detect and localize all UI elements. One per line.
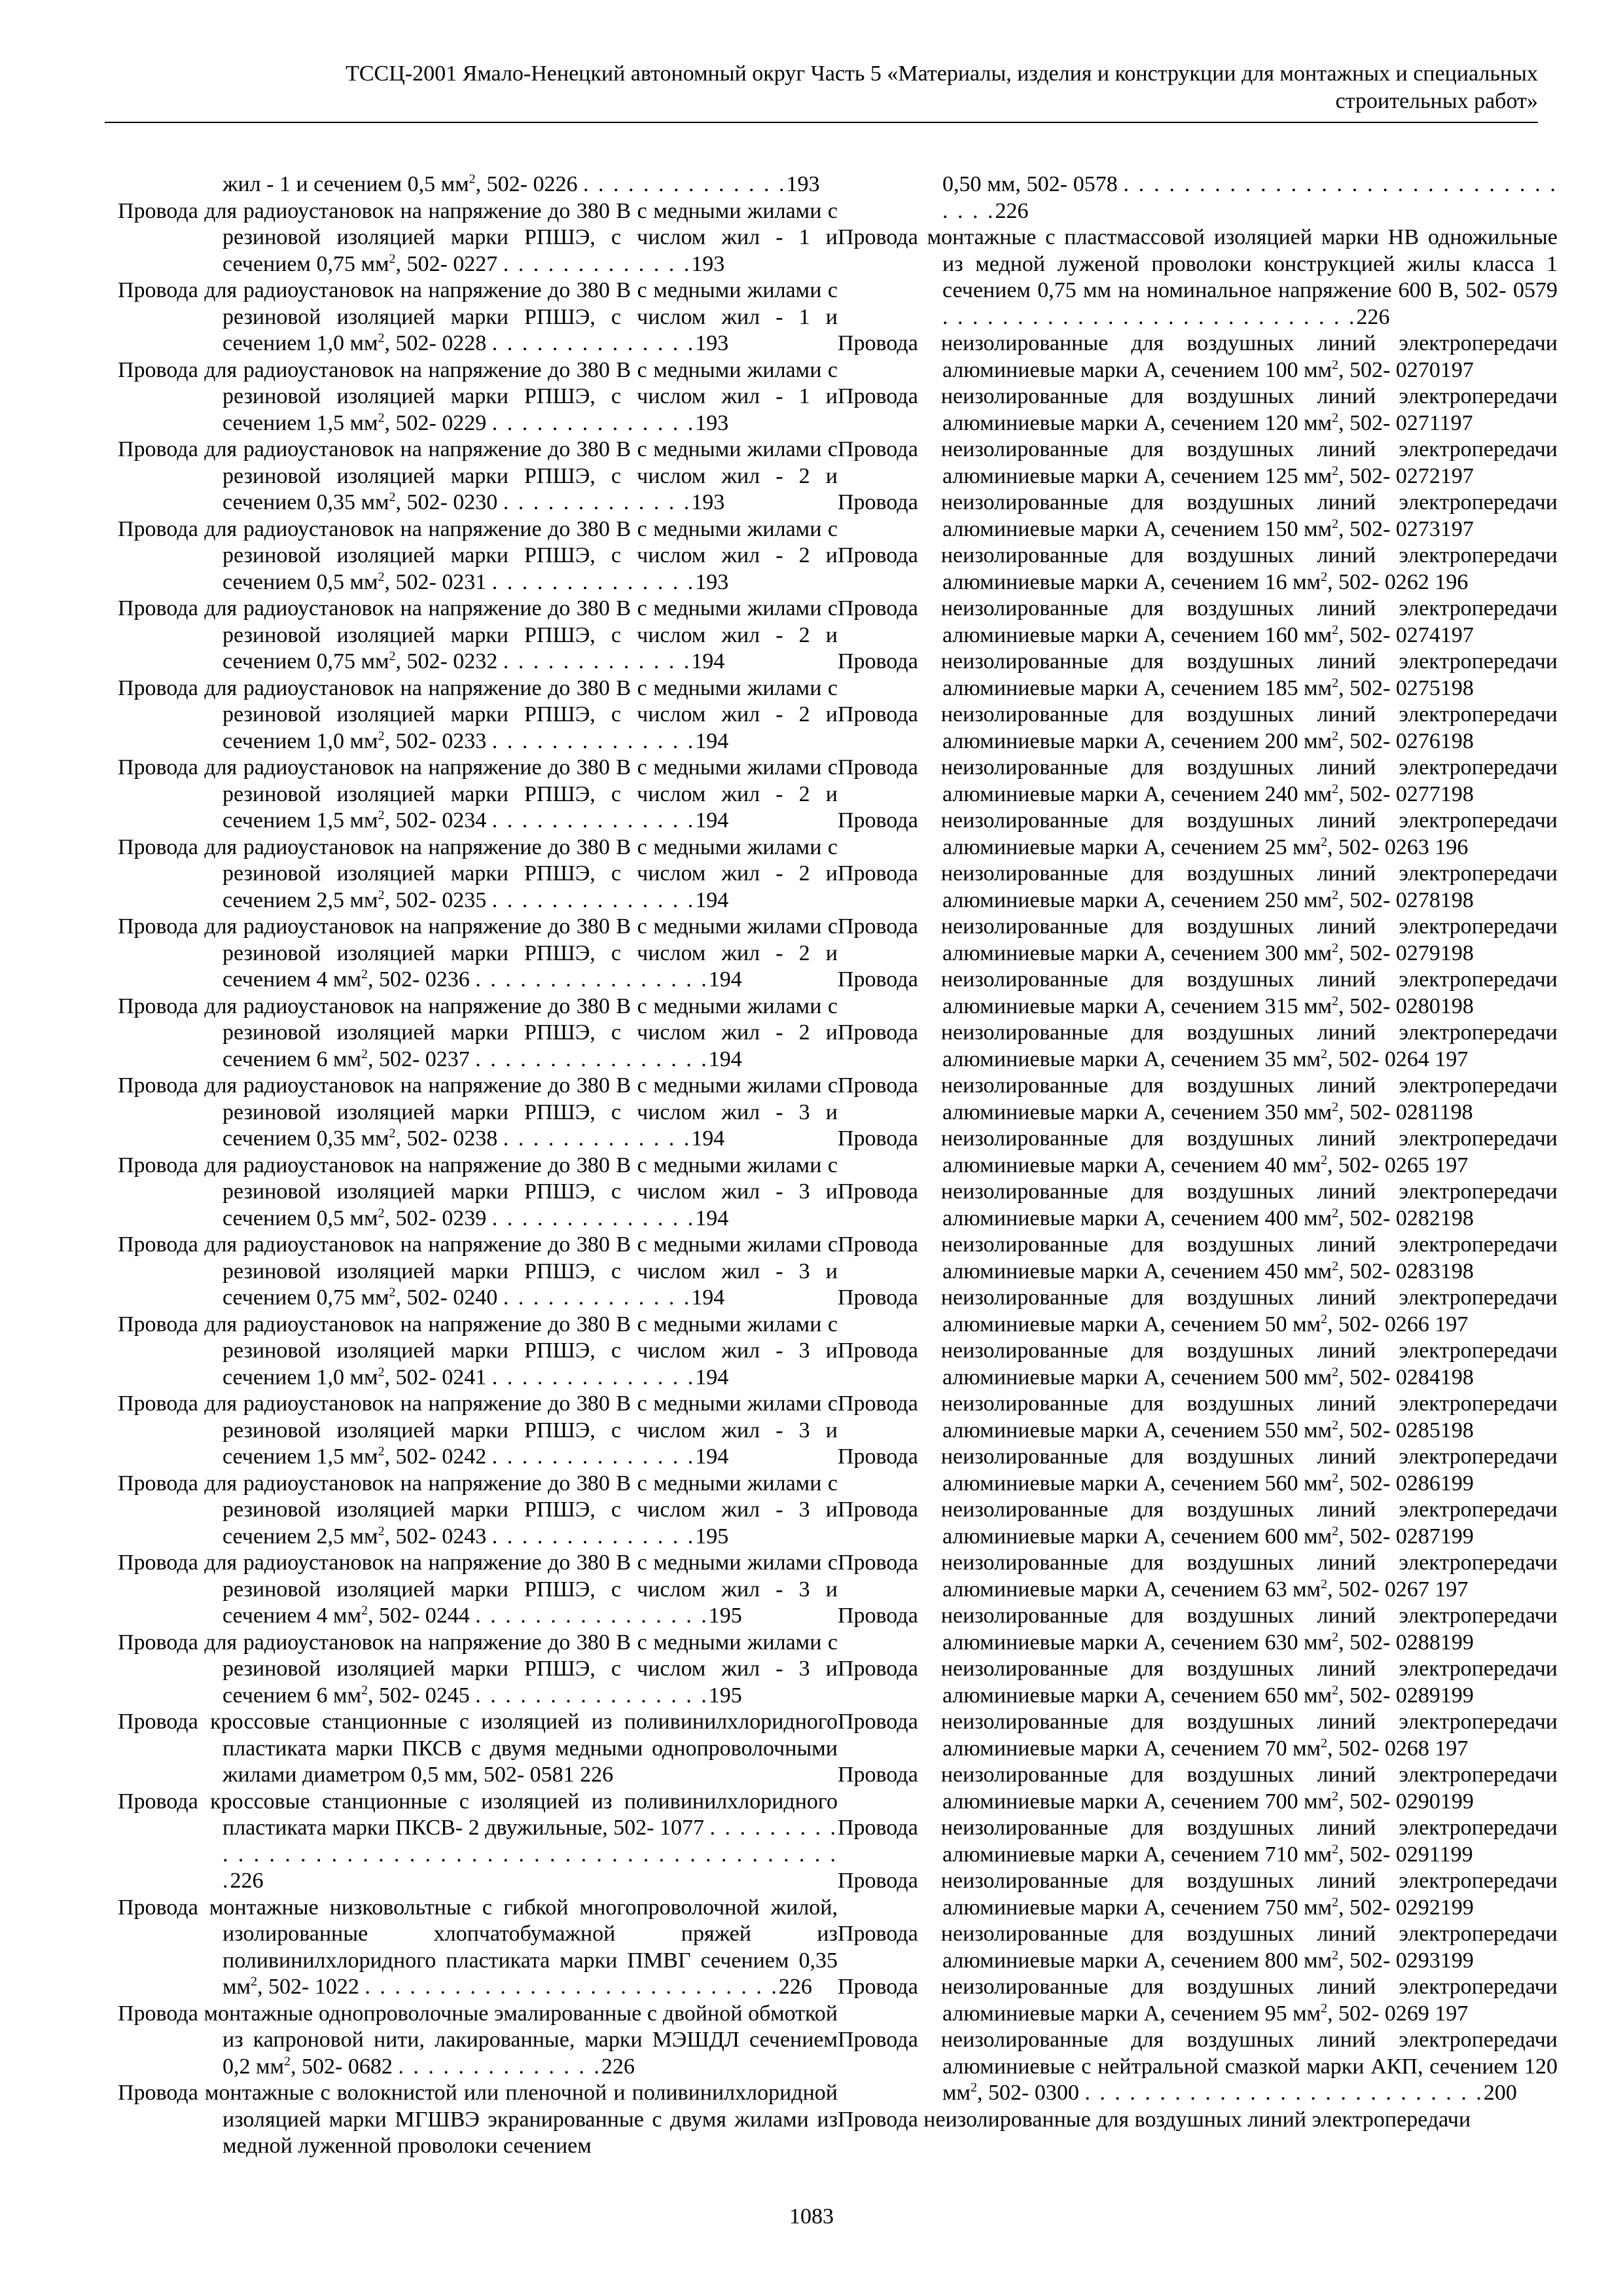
entry-page-number: 226 (230, 1869, 264, 1893)
index-entry (838, 1921, 1558, 1974)
entry-text: Провода неизолированные для воздушных линий электропередачи алюминиевые марки А, сечением 630 $мм^2$, 502- 0288199 (838, 1604, 1558, 1655)
index-entry (838, 1603, 1558, 1656)
entry-text: Провода монтажные низковольтные с гибкой многопроволочной жилой, изолированные хлопчатобумажной пряжей из поливинилхлоридного пластиката марки ПМВГ сечением 0,35 $мм^2$, 502- 1022 (118, 1895, 838, 1999)
entry-text: Провода неизолированные для воздушных линий электропередачи алюминиевые марки А, сечением 710 $мм^2$, 502- 0291199 (838, 1816, 1558, 1867)
leader-dots: . . . . . . . . . . . . . . . . (475, 1047, 709, 1071)
leader-dots: . . . . . . . . . . . . . . (491, 1365, 696, 1390)
index-entry (838, 755, 1558, 808)
index-entry (118, 1153, 838, 1232)
entry-page-number: 195 (695, 1524, 729, 1549)
leader-dots: . . . . . . . . . . . . . (503, 649, 692, 673)
entry-text: Провода неизолированные для воздушных линий электропередачи алюминиевые марки А, сечением 70 $мм^2$, 502- 0268 197 (838, 1710, 1558, 1761)
entry-text: Провода неизолированные для воздушных линий электропередачи алюминиевые марки А, сечением 300 $мм^2$, 502- 0279198 (838, 914, 1558, 965)
index-column-left (118, 171, 838, 2160)
entry-text: Провода для радиоустановок на напряжение до 380 В с медными жилами с резиновой изоляцией марки РПШЭ, с числом жил - 2 и сечением 4 $мм^2$, 502- 0236 (118, 914, 838, 992)
leader-dots: . . . . . . . . . . . . . . . . (475, 1604, 709, 1628)
index-entry (838, 331, 1558, 384)
entry-text: Провода для радиоустановок на напряжение до 380 В с медными жилами с резиновой изоляцией марки РПШЭ, с числом жил - 2 и сечением 2,5 $мм^2$, 502- 0235 (118, 834, 838, 912)
index-entry (118, 1709, 838, 1789)
entry-text: Провода неизолированные для воздушных линий электропередачи алюминиевые марки А, сечением 560 $мм^2$, 502- 0286199 (838, 1444, 1558, 1496)
index-entry (118, 2080, 838, 2160)
entry-text: Провода неизолированные для воздушных линий электропередачи алюминиевые марки А, сечением 50 $мм^2$, 502- 0266 197 (838, 1285, 1558, 1336)
leader-dots: . . . . . . . . . . . . . . (491, 569, 696, 594)
leader-dots: . . . . . . . . . . . . . . . . . . . . . . . . . . . (1084, 2081, 1484, 2105)
entry-text: Провода монтажные с волокнистой или пленочной и поливинилхлоридной изоляцией марки МГШВЭ экранированные с двумя жилами из медной луженной проволоки сечением (118, 2081, 838, 2158)
index-entry (118, 914, 838, 994)
entry-text: Провода для радиоустановок на напряжение до 380 В с медными жилами с резиновой изоляцией марки РПШЭ, с числом жил - 2 и сечением 0,5 $мм^2$, 502- 0231 (118, 516, 838, 594)
entry-page-number: 194 (695, 888, 729, 912)
leader-dots: . . . . . . . . . . . . . . (491, 728, 696, 753)
index-entry (838, 808, 1558, 861)
entry-text: Провода для радиоустановок на напряжение до 380 В с медными жилами с резиновой изоляцией марки РПШЭ, с числом жил - 3 и сечением 1,5 $мм^2$, 502- 0242 (118, 1391, 838, 1469)
entry-text: Провода неизолированные для воздушных линий электропередачи алюминиевые марки А, сечением 750 $мм^2$, 502- 0292199 (838, 1869, 1558, 1920)
header-rule (105, 122, 1538, 123)
index-entry (838, 1762, 1558, 1815)
entry-text: Провода для радиоустановок на напряжение до 380 В с медными жилами с резиновой изоляцией марки РПШЭ, с числом жил - 1 и сечением 1,5 $мм^2$, 502- 0229 (118, 357, 838, 435)
entry-page-number: 194 (695, 1444, 729, 1469)
entry-page-number: 195 (708, 1683, 742, 1708)
leader-dots: . . . . . . . . . . . . . . (491, 808, 696, 833)
index-entry (838, 861, 1558, 914)
index-entry (838, 2027, 1558, 2107)
entry-page-number: 195 (708, 1604, 742, 1628)
index-entry (838, 1232, 1558, 1285)
entry-page-number: 194 (695, 808, 729, 833)
leader-dots: . . . . . . . . . . . . . . (491, 1524, 696, 1549)
entry-text: Провода неизолированные для воздушных линий электропередачи алюминиевые марки А, сечением 40 $мм^2$, 502- 0265 197 (838, 1126, 1558, 1177)
index-column-right (838, 171, 1558, 2133)
entry-text: Провода неизолированные для воздушных линий электропередачи алюминиевые марки А, сечением 25 $мм^2$, 502- 0263 196 (838, 808, 1558, 859)
leader-dots: . . . . . . . . . . . . . . (491, 1444, 696, 1469)
entry-text: Провода для радиоустановок на напряжение до 380 В с медными жилами с резиновой изоляцией марки РПШЭ, с числом жил - 3 и сечением 0,75 $мм^2$, 502- 0240 (118, 1232, 838, 1310)
entry-page-number: 193 (691, 490, 725, 514)
index-entry (118, 994, 838, 1073)
page-number: 1083 (789, 2204, 834, 2229)
entry-text: Провода неизолированные для воздушных линий электропередачи алюминиевые марки А, сечением 100 $мм^2$, 502- 0270197 (838, 331, 1558, 382)
leader-dots: . . . . . . . . . . . . . (503, 251, 692, 276)
entry-text: Провода неизолированные для воздушных линий электропередачи алюминиевые марки А, сечением 450 $мм^2$, 502- 0283198 (838, 1232, 1558, 1283)
index-entry (838, 649, 1558, 702)
leader-dots: . . . . . . . . . . . . . . . . . . . . . . . . . . . . . . . . . (942, 172, 1558, 223)
header-line-1: ТССЦ-2001 Ямало-Ненецкий автономный округ Часть 5 «Материалы, изделия и конструкции для монтажных и специальных (346, 62, 1538, 86)
leader-dots: . . . . . . . . . . . . . (503, 1126, 692, 1151)
entry-page-number: 193 (695, 331, 729, 355)
entry-page-number: 193 (786, 172, 820, 196)
index-entry (838, 1709, 1558, 1762)
entry-text: Провода для радиоустановок на напряжение до 380 В с медными жилами с резиновой изоляцией марки РПШЭ, с числом жил - 3 и сечением 0,5 $мм^2$, 502- 0239 (118, 1153, 838, 1230)
index-entry (838, 543, 1558, 596)
entry-text: жил - 1 и сечением 0,5 $мм^2$, 502- 0226 (223, 171, 578, 196)
index-entry (118, 755, 838, 834)
entry-text: Провода для радиоустановок на напряжение до 380 В с медными жилами с резиновой изоляцией марки РПШЭ, с числом жил - 2 и сечением 1,5 $мм^2$, 502- 0234 (118, 755, 838, 833)
entry-text: Провода неизолированные для воздушных линий электропередачи алюминиевые марки А, сечением 125 $мм^2$, 502- 0272197 (838, 437, 1558, 488)
index-entry (838, 1126, 1558, 1179)
leader-dots: . . . . . . . . . . . . . . . . . . . . . . . . . . . . (365, 1975, 779, 1999)
index-entry (118, 1391, 838, 1471)
index-entry (838, 967, 1558, 1020)
entry-text: Провода неизолированные для воздушных линий электропередачи алюминиевые марки А, сечением 350 $мм^2$, 502- 0281198 (838, 1073, 1558, 1124)
entry-text: Провода неизолированные для воздушных линий электропередачи алюминиевые с нейтральной смазкой марки АКП, сечением 120 $мм^2$, 502- 0300 (838, 2028, 1558, 2105)
index-entry (838, 2107, 1558, 2134)
leader-dots: . . . . . . . . . . . . . (503, 1285, 692, 1310)
index-entry (118, 198, 838, 278)
index-entry (118, 357, 838, 437)
index-entry (118, 2001, 838, 2081)
index-entry (118, 1312, 838, 1391)
leader-dots: . . . . . . . . . . . . . . (398, 2054, 601, 2079)
index-entry (838, 384, 1558, 437)
entry-text: Провода неизолированные для воздушных линий электропередачи алюминиевые марки А, сечением 160 $мм^2$, 502- 0274197 (838, 596, 1558, 647)
entry-text: Провода монтажные однопроволочные эмалированные с двойной обмоткой из капроновой нити, лакированные, марки МЭШДЛ сечением 0,2 $мм^2$, 502- 0682 (118, 2001, 838, 2079)
entry-text: Провода для радиоустановок на напряжение до 380 В с медными жилами с резиновой изоляцией марки РПШЭ, с числом жил - 1 и сечением 0,75 $мм^2$, 502- 0227 (118, 198, 838, 276)
entry-text: Провода неизолированные для воздушных линий электропередачи алюминиевые марки А, сечением 250 $мм^2$, 502- 0278198 (838, 861, 1558, 912)
leader-dots: . . . . . . . . . . . . . . . . (475, 967, 709, 992)
entry-text: Провода кроссовые станционные с изоляцией из поливинилхлоридного пластиката марки ПКСВ с двумя медными однопроволочными жилами диаметром 0,5 мм, 502- 0581 226 (118, 1710, 838, 1787)
leader-dots: . . . . . . . . . . . . . . . . . . . . . . . . . . . . . . . . . . . . . . . . . . . . . . . . . . (223, 1816, 838, 1893)
entry-text: Провода неизолированные для воздушных линий электропередачи алюминиевые марки А, сечением 650 $мм^2$, 502- 0289199 (838, 1657, 1558, 1708)
header-line-2: строительных работ» (1335, 89, 1538, 113)
index-entry (118, 171, 838, 198)
index-entry (118, 1471, 838, 1551)
entry-text: Провода для радиоустановок на напряжение до 380 В с медными жилами с резиновой изоляцией марки РПШЭ, с числом жил - 3 и сечением 6 $мм^2$, 502- 0245 (118, 1630, 838, 1708)
index-entry (838, 596, 1558, 649)
index-entry (118, 516, 838, 596)
entry-text: Провода неизолированные для воздушных линий электропередачи алюминиевые марки А, сечением 16 $мм^2$, 502- 0262 196 (838, 543, 1558, 594)
entry-text: Провода неизолированные для воздушных линий электропередачи алюминиевые марки А, сечением 550 $мм^2$, 502- 0285198 (838, 1391, 1558, 1443)
index-entry (838, 1338, 1558, 1391)
index-entry (118, 278, 838, 357)
entry-page-number: 226 (601, 2054, 635, 2079)
leader-dots: . . . . . . . . . . . . . . . . . . . . . . . . . . . . (942, 304, 1357, 329)
index-entry (118, 1550, 838, 1630)
entry-text: Провода для радиоустановок на напряжение до 380 В с медными жилами с резиновой изоляцией марки РПШЭ, с числом жил - 3 и сечением 1,0 $мм^2$, 502- 0241 (118, 1312, 838, 1390)
entry-text: Провода для радиоустановок на напряжение до 380 В с медными жилами с резиновой изоляцией марки РПШЭ, с числом жил - 3 и сечением 0,35 $мм^2$, 502- 0238 (118, 1073, 838, 1151)
entry-text: Провода неизолированные для воздушных линий электропередачи алюминиевые марки А, сечением 185 $мм^2$, 502- 0275198 (838, 649, 1558, 700)
entry-page-number: 194 (708, 967, 742, 992)
entry-text: Провода неизолированные для воздушных линий электропередачи алюминиевые марки А, сечением 63 $мм^2$, 502- 0267 197 (838, 1551, 1558, 1602)
index-entry (118, 1232, 838, 1312)
entry-text: Провода неизолированные для воздушных линий электропередачи алюминиевые марки А, сечением 120 $мм^2$, 502- 0271197 (838, 384, 1558, 435)
entry-page-number: 194 (695, 728, 729, 753)
index-entry (838, 437, 1558, 490)
leader-dots: . . . . . . . . . . . . . . . . (475, 1683, 709, 1708)
index-entry (118, 437, 838, 516)
entry-text: Провода кроссовые станционные с изоляцией из поливинилхлоридного пластиката марки ПКСВ- 2 двужильные, 502- 1077 (118, 1789, 838, 1840)
entry-text: Провода неизолированные для воздушных линий электропередачи алюминиевые марки А, сечением 240 $мм^2$, 502- 0277198 (838, 755, 1558, 806)
index-entry (118, 1630, 838, 1710)
entry-text: Провода неизолированные для воздушных линий электропередачи алюминиевые марки А, сечением 95 $мм^2$, 502- 0269 197 (838, 1975, 1558, 2026)
index-entry (838, 1868, 1558, 1921)
entry-page-number: 193 (695, 410, 729, 435)
running-header (98, 60, 1538, 115)
index-entry (118, 596, 838, 675)
entry-text: Провода монтажные с пластмассовой изоляцией марки НВ одножильные из медной луженой проволоки конструкцией жилы класса 1 сечением 0,75 мм на номинальное напряжение 600 В, 502- 0579 (838, 225, 1558, 302)
entry-text: Провода для радиоустановок на напряжение до 380 В с медными жилами с резиновой изоляцией марки РПШЭ, с числом жил - 2 и сечением 1,0 $мм^2$, 502- 0233 (118, 675, 838, 753)
entry-text: Провода неизолированные для воздушных линий электропередачи алюминиевые марки А, сечением 200 $мм^2$, 502- 0276198 (838, 702, 1558, 753)
index-entry (838, 1073, 1558, 1126)
entry-text: Провода для радиоустановок на напряжение до 380 В с медными жилами с резиновой изоляцией марки РПШЭ, с числом жил - 2 и сечением 6 $мм^2$, 502- 0237 (118, 994, 838, 1071)
entry-page-number: 193 (691, 251, 725, 276)
entry-text: Провода неизолированные для воздушных линий электропередачи алюминиевые марки А, сечением 700 $мм^2$, 502- 0290199 (838, 1763, 1558, 1814)
entry-text: Провода неизолированные для воздушных линий электропередачи алюминиевые марки А, сечением 150 $мм^2$, 502- 0273197 (838, 490, 1558, 541)
index-entry (838, 224, 1558, 331)
entry-text: Провода для радиоустановок на напряжение до 380 В с медными жилами с резиновой изоляцией марки РПШЭ, с числом жил - 3 и сечением 2,5 $мм^2$, 502- 0243 (118, 1471, 838, 1549)
entry-text: Провода неизолированные для воздушных линий электропередачи алюминиевые марки А, сечением 35 $мм^2$, 502- 0264 197 (838, 1020, 1558, 1071)
entry-page-number: 193 (695, 569, 729, 594)
entry-text: Провода для радиоустановок на напряжение до 380 В с медными жилами с резиновой изоляцией марки РПШЭ, с числом жил - 1 и сечением 1,0 $мм^2$, 502- 0228 (118, 278, 838, 355)
index-entry (838, 1020, 1558, 1073)
index-entry (838, 490, 1558, 543)
index-entry (838, 1285, 1558, 1338)
entry-page-number: 226 (778, 1975, 812, 1999)
index-entry (118, 1789, 838, 1895)
entry-text: Провода для радиоустановок на напряжение до 380 В с медными жилами с резиновой изоляцией марки РПШЭ, с числом жил - 2 и сечением 0,35 $мм^2$, 502- 0230 (118, 437, 838, 514)
index-entry (838, 1497, 1558, 1550)
entry-text: Провода неизолированные для воздушных линий электропередачи алюминиевые марки А, сечением 400 $мм^2$, 502- 0282198 (838, 1179, 1558, 1230)
leader-dots: . . . . . . . . . . . . . . (491, 888, 696, 912)
entry-page-number: 194 (691, 1285, 725, 1310)
leader-dots: . . . . . . . . . . . . . . (582, 172, 787, 196)
index-entry (838, 1550, 1558, 1603)
entry-text: Провода неизолированные для воздушных линий электропередачи (838, 2107, 1471, 2132)
leader-dots: . . . . . . . . . . . . . . (491, 331, 696, 355)
index-entry (838, 1391, 1558, 1444)
leader-dots: . . . . . . . . . . . . . . (491, 1206, 696, 1230)
index-entry (838, 1815, 1558, 1868)
index-entry (118, 1895, 838, 2001)
index-entry (838, 914, 1558, 967)
index-entry (838, 1444, 1558, 1497)
entry-page-number: 194 (695, 1365, 729, 1390)
entry-page-number: 194 (691, 649, 725, 673)
entry-page-number: 226 (995, 198, 1029, 223)
index-entry (838, 1656, 1558, 1709)
leader-dots: . . . . . . . . . . . . . (503, 490, 692, 514)
entry-page-number: 194 (695, 1206, 729, 1230)
entry-text: 0,50 мм, 502- 0578 (942, 172, 1118, 196)
index-entry (838, 1974, 1558, 2027)
index-entry (838, 1179, 1558, 1232)
entry-text: Провода неизолированные для воздушных линий электропередачи алюминиевые марки А, сечением 500 $мм^2$, 502- 0284198 (838, 1338, 1558, 1390)
entry-text: Провода для радиоустановок на напряжение до 380 В с медными жилами с резиновой изоляцией марки РПШЭ, с числом жил - 3 и сечением 4 $мм^2$, 502- 0244 (118, 1551, 838, 1628)
entry-page-number: 194 (708, 1047, 742, 1071)
entry-text: Провода неизолированные для воздушных линий электропередачи алюминиевые марки А, сечением 800 $мм^2$, 502- 0293199 (838, 1922, 1558, 1973)
index-entry (118, 675, 838, 755)
index-entry (838, 171, 1558, 224)
entry-text: Провода неизолированные для воздушных линий электропередачи алюминиевые марки А, сечением 600 $мм^2$, 502- 0287199 (838, 1498, 1558, 1549)
entry-page-number: 226 (1356, 304, 1390, 329)
entry-text: Провода неизолированные для воздушных линий электропередачи алюминиевые марки А, сечением 315 $мм^2$, 502- 0280198 (838, 967, 1558, 1018)
index-entry (118, 834, 838, 914)
entry-page-number: 194 (691, 1126, 725, 1151)
entry-page-number: 200 (1483, 2081, 1517, 2105)
index-entry (118, 1073, 838, 1153)
entry-text: Провода для радиоустановок на напряжение до 380 В с медными жилами с резиновой изоляцией марки РПШЭ, с числом жил - 2 и сечением 0,75 $мм^2$, 502- 0232 (118, 596, 838, 673)
index-entry (838, 702, 1558, 755)
leader-dots: . . . . . . . . . . . . . . (491, 410, 696, 435)
